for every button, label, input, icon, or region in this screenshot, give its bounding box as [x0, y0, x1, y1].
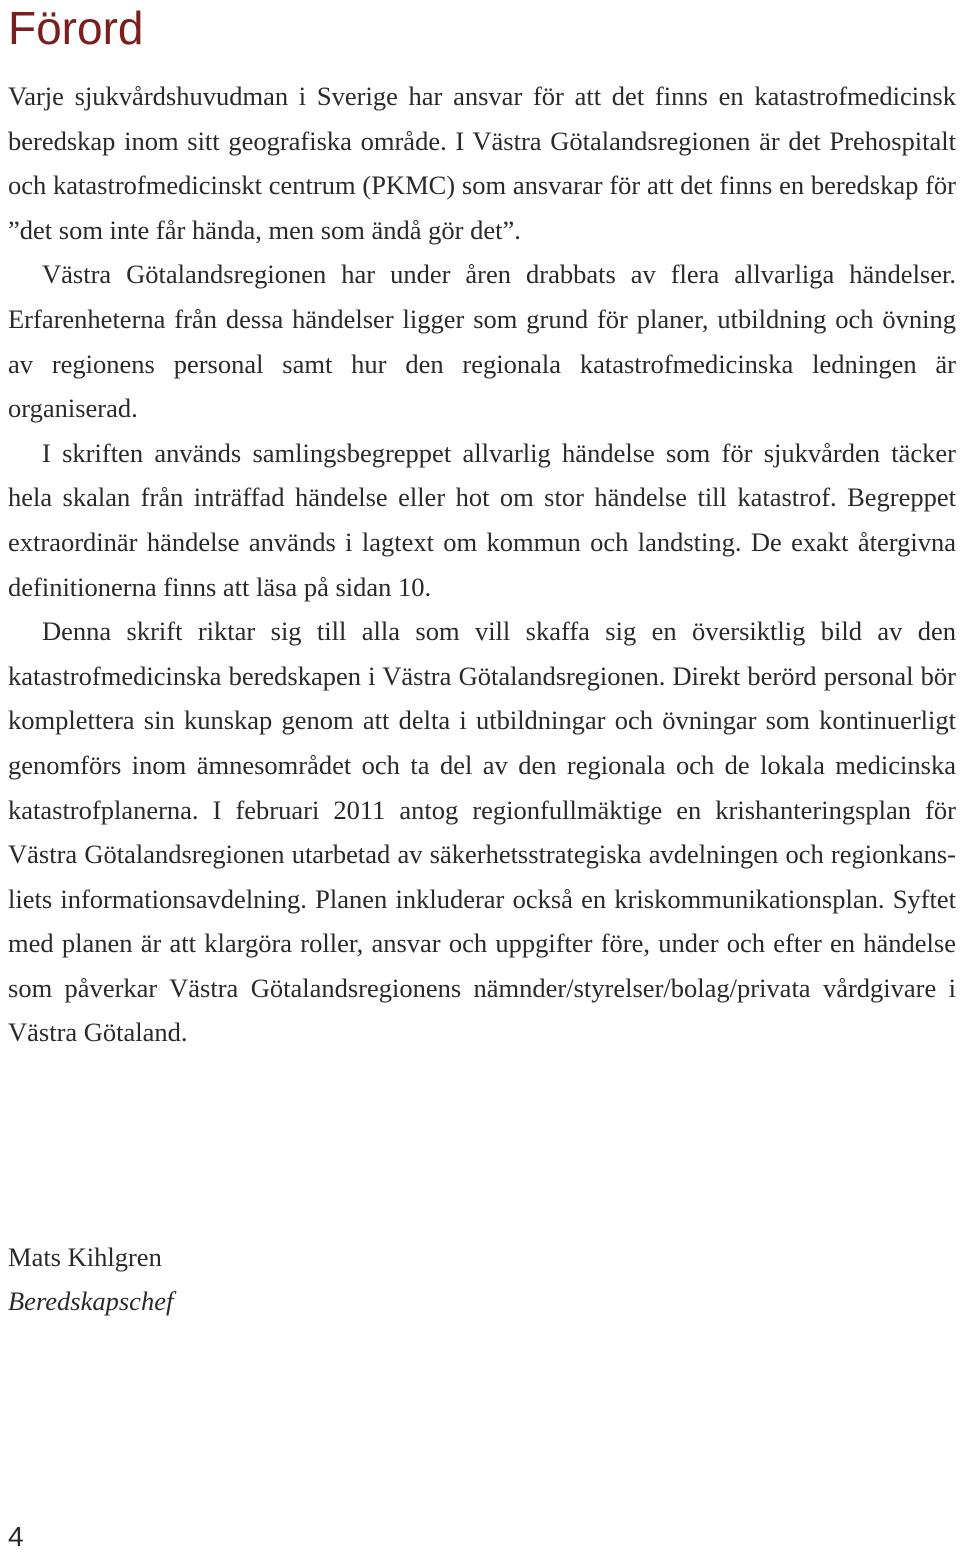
page-number: 4 [8, 1521, 24, 1552]
signature-name: Mats Kihlgren [8, 1242, 162, 1272]
paragraph-2: Västra Götalandsregionen har under åren drabbats av flera allvarliga händelser. Erfarenheterna från dessa händelser ligger som grund för planer, utbildning och övning av regionens personal samt hur den regionala katastrofmedicinska ledningen är organiserad. [8, 259, 956, 424]
paragraph-1: Varje sjukvårdshuvudman i Sverige har ansvar för att det finns en katastrofmedicinsk beredskap inom sitt geografiska område. I Västra Götalandsregionen är det Prehospitalt och katastrofmedicinskt centrum (PKMC) som ansvarar för att det finns en beredskap för ”det som inte får hända, men som ändå gör det”. [8, 81, 956, 245]
signature-block [8, 1235, 173, 1323]
page-title: Förord [8, 2, 144, 54]
paragraph-4: Denna skrift riktar sig till alla som vill skaffa sig en översiktlig bild av den katastrofmedicinska beredskapen i Västra Götalandsregionen. Direkt berörd personal bör komplettera sin kunskap genom att delta i utbildningar och övningar som kontinuerligt genomförs inom ämnesområdet och ta del av den regionala och de lokala medicinska katastrofplanerna. I februari 2011 antog regionfullmäktige en krishanteringsplan för Västra Götalandsregionen utarbetad av säkerhetsstrategiska avdelningen och regionkansliets informationsavdelning. Planen inkluderar också en kriskommunikationsplan. Syftet med planen är att klargöra roller, ansvar och uppgifter före, under och efter en händelse som påverkar Västra Götalandsregionens nämnder/styrelser/bolag/privata vårdgivare i Västra Götaland. [8, 616, 956, 1048]
body-text [8, 74, 956, 1055]
paragraph-3: I skriften används samlingsbegreppet allvarlig händelse som för sjukvården täcker hela skalan från inträffad händelse eller hot om stor händelse till katastrof. Begreppet extraordinär händelse används i lagtext om kommun och landsting. De exakt återgivna definitionerna finns att läsa på sidan 10. [8, 437, 956, 602]
signature-role: Beredskapschef [8, 1286, 174, 1316]
